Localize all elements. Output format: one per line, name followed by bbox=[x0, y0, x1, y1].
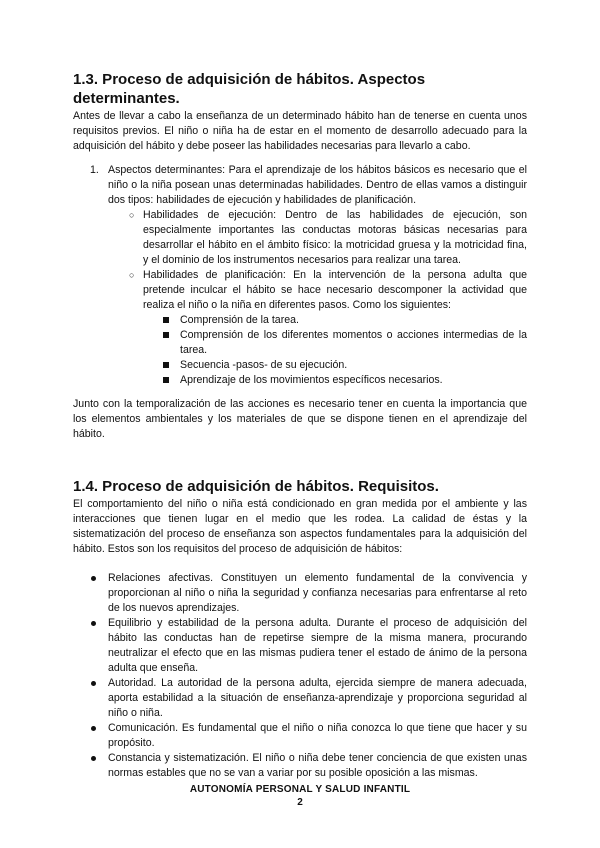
section-1-title: 1.3. Proceso de adquisición de hábitos. Aspectos determinantes. bbox=[73, 71, 426, 107]
section-1-intro: Antes de llevar a cabo la enseñanza de un determinado hábito han de tenerse en cuenta unos requisitos previos. El niño o niña ha de estar en el momento de desarrollo adecuado para la adquisición del hábito y debe poseer las habilidades necesarias para llevarlo a cabo. bbox=[73, 110, 527, 152]
list-item bbox=[108, 571, 527, 616]
list-item bbox=[108, 616, 527, 676]
sub-list bbox=[108, 208, 527, 388]
list-item-text: Comunicación. Es fundamental que el niño o niña conozca lo que tiene que hacer y su propósito. bbox=[108, 722, 527, 749]
planning-steps-list bbox=[143, 313, 527, 388]
list-item-text: Aprendizaje de los movimientos específicos necesarios. bbox=[180, 374, 443, 386]
square-bullet-icon bbox=[163, 317, 169, 323]
list-item-text: Comprensión de la tarea. bbox=[180, 314, 299, 326]
list-item bbox=[180, 313, 527, 328]
list-item-text: Secuencia -pasos- de su ejecución. bbox=[180, 359, 348, 371]
sub-item-execution bbox=[129, 208, 527, 268]
square-bullet-icon bbox=[163, 362, 169, 368]
numbered-item bbox=[90, 163, 527, 388]
section-2-title: 1.4. Proceso de adquisición de hábitos. Requisitos. bbox=[73, 478, 439, 495]
page-footer bbox=[0, 783, 600, 810]
numbered-list bbox=[73, 163, 527, 388]
list-item-text: Comprensión de los diferentes momentos o acciones intermedias de la tarea. bbox=[180, 329, 527, 356]
section-2-intro: El comportamiento del niño o niña está condicionado en gran medida por el ambiente y las interacciones que tienen lugar en el medio que les rodea. La calidad de éstas y la sistematización del proceso de enseñanza son aspectos fundamentales para la adquisición del hábito. Estos son los requisitos del proceso de adquisición de hábitos: bbox=[73, 498, 527, 555]
list-item bbox=[108, 676, 527, 721]
list-item bbox=[180, 328, 527, 358]
square-bullet-icon bbox=[163, 377, 169, 383]
list-item bbox=[108, 721, 527, 751]
list-item-text: Relaciones afectivas. Constituyen un elemento fundamental de la convivencia y proporcionan al niño o niña la seguridad y confianza necesarias para enfrentarse al reto de los nuevos aprendizajes. bbox=[108, 572, 527, 614]
list-item bbox=[180, 358, 527, 373]
requirements-list bbox=[73, 571, 527, 781]
sub-item-planning bbox=[129, 268, 527, 388]
numbered-item-text: Aspectos determinantes: Para el aprendizaje de los hábitos básicos es necesario que el niño o la niña posean unas determinadas habilidades. Dentro de ellas vamos a distinguir dos tipos: habilidades de ejecución y habilidades de planificación. bbox=[108, 164, 527, 206]
square-bullet-icon bbox=[163, 332, 169, 338]
list-item-text: Autoridad. La autoridad de la persona adulta, ejercida siempre de manera adecuada, aporta estabilidad a la situación de enseñanza-aprendizaje y proporciona seguridad al niño o niña. bbox=[108, 677, 527, 719]
section-1-closing: Junto con la temporalización de las acciones es necesario tener en cuenta la importancia que los elementos ambientales y los materiales de que se dispone tienen en el aprendizaje del hábito. bbox=[73, 398, 527, 440]
bullet-icon bbox=[91, 756, 96, 761]
list-item-text: Equilibrio y estabilidad de la persona adulta. Durante el proceso de adquisición del hábito las conductas han de repetirse siempre de la misma manera, procurando neutralizar el efecto que en las mismas pudiera tener el estado de ánimo de la persona adulta que enseña. bbox=[108, 617, 527, 674]
sub-item-text: Habilidades de planificación: En la intervención de la persona adulta que pretende inculcar el hábito se hace necesario descomponer la actividad que realiza el niño o la niña en diferentes pasos. Como los siguientes: bbox=[143, 269, 527, 311]
list-item bbox=[108, 751, 527, 781]
bullet-icon bbox=[91, 681, 96, 686]
list-number: 1. bbox=[90, 164, 99, 176]
list-item-text: Constancia y sistematización. El niño o niña debe tener conciencia de que existen unas normas estables que no se van a variar por su posible oposición a las mismas. bbox=[108, 752, 527, 779]
bullet-icon bbox=[91, 621, 96, 626]
circle-bullet-icon: ○ bbox=[129, 270, 135, 280]
bullet-icon bbox=[91, 576, 96, 581]
page-number: 2 bbox=[297, 797, 303, 808]
bullet-icon bbox=[91, 726, 96, 731]
page-content bbox=[73, 70, 527, 781]
circle-bullet-icon: ○ bbox=[129, 210, 135, 220]
footer-title: AUTONOMÍA PERSONAL Y SALUD INFANTIL bbox=[189, 784, 411, 795]
list-item bbox=[180, 373, 527, 388]
sub-item-text: Habilidades de ejecución: Dentro de las habilidades de ejecución, son especialmente importantes las conductas motoras básicas necesarias para desarrollar el hábito en el ámbito físico: la motricidad gruesa y la motricidad fina, y el dominio de los instrumentos necesarios para realizar una tarea. bbox=[143, 209, 527, 266]
